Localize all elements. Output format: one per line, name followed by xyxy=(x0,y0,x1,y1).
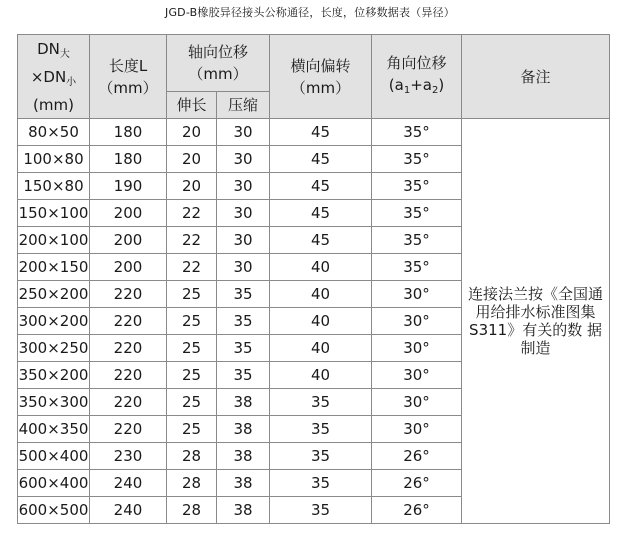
cell-lateral: 45 xyxy=(270,146,372,173)
cell-angular: 30° xyxy=(372,362,462,389)
cell-length: 190 xyxy=(90,173,167,200)
cell-length: 180 xyxy=(90,119,167,146)
cell-extension: 25 xyxy=(167,416,217,443)
cell-dn: 150×80 xyxy=(18,173,90,200)
cell-length: 220 xyxy=(90,335,167,362)
cell-compression: 30 xyxy=(217,227,270,254)
cell-extension: 25 xyxy=(167,335,217,362)
cell-lateral: 35 xyxy=(270,497,372,524)
remarks-note: 连接法兰按《全国通用给排水标准图集S311》有关的数 据制造 xyxy=(462,119,610,524)
cell-compression: 38 xyxy=(217,416,270,443)
spec-table xyxy=(17,34,610,524)
table-row xyxy=(18,119,610,146)
cell-compression: 30 xyxy=(217,200,270,227)
cell-length: 200 xyxy=(90,200,167,227)
cell-dn: 200×150 xyxy=(18,254,90,281)
cell-lateral: 35 xyxy=(270,443,372,470)
cell-compression: 38 xyxy=(217,497,270,524)
cell-lateral: 45 xyxy=(270,173,372,200)
cell-lateral: 45 xyxy=(270,119,372,146)
cell-compression: 35 xyxy=(217,308,270,335)
header-length: 长度L （mm） xyxy=(90,35,167,119)
cell-extension: 25 xyxy=(167,308,217,335)
cell-angular: 26° xyxy=(372,443,462,470)
header-dn: $DN_大$ $\times DN_小$ (mm) xyxy=(18,35,90,119)
cell-lateral: 40 xyxy=(270,308,372,335)
cell-compression: 38 xyxy=(217,470,270,497)
cell-angular: 26° xyxy=(372,497,462,524)
cell-compression: 35 xyxy=(217,281,270,308)
cell-extension: 25 xyxy=(167,389,217,416)
cell-angular: 30° xyxy=(372,335,462,362)
cell-length: 230 xyxy=(90,443,167,470)
table-caption: JGD-B橡胶异径接头公称通径，长度，位移数据表（异径） xyxy=(165,6,455,19)
cell-dn: 600×500 xyxy=(18,497,90,524)
cell-angular: 35° xyxy=(372,146,462,173)
cell-extension: 20 xyxy=(167,173,217,200)
cell-dn: 300×250 xyxy=(18,335,90,362)
cell-compression: 30 xyxy=(217,173,270,200)
cell-extension: 25 xyxy=(167,281,217,308)
header-axial-displacement: 轴向位移 （mm） xyxy=(167,35,270,92)
cell-length: 200 xyxy=(90,254,167,281)
cell-compression: 30 xyxy=(217,254,270,281)
cell-length: 220 xyxy=(90,362,167,389)
cell-extension: 25 xyxy=(167,362,217,389)
cell-extension: 22 xyxy=(167,200,217,227)
cell-angular: 30° xyxy=(372,416,462,443)
cell-angular: 35° xyxy=(372,173,462,200)
cell-angular: 35° xyxy=(372,119,462,146)
cell-lateral: 45 xyxy=(270,200,372,227)
cell-length: 220 xyxy=(90,389,167,416)
cell-extension: 22 xyxy=(167,254,217,281)
cell-dn: 80×50 xyxy=(18,119,90,146)
cell-extension: 20 xyxy=(167,119,217,146)
cell-compression: 38 xyxy=(217,389,270,416)
cell-dn: 400×350 xyxy=(18,416,90,443)
cell-angular: 30° xyxy=(372,389,462,416)
header-extension: 伸长 xyxy=(167,92,217,119)
cell-angular: 26° xyxy=(372,470,462,497)
cell-lateral: 35 xyxy=(270,470,372,497)
cell-dn: 350×300 xyxy=(18,389,90,416)
cell-length: 220 xyxy=(90,416,167,443)
cell-angular: 35° xyxy=(372,227,462,254)
cell-angular: 35° xyxy=(372,200,462,227)
cell-lateral: 40 xyxy=(270,362,372,389)
cell-lateral: 35 xyxy=(270,389,372,416)
cell-compression: 30 xyxy=(217,119,270,146)
header-lateral-deflection: 横向偏转 （mm） xyxy=(270,35,372,119)
cell-length: 240 xyxy=(90,470,167,497)
cell-dn: 300×200 xyxy=(18,308,90,335)
cell-length: 200 xyxy=(90,227,167,254)
cell-length: 240 xyxy=(90,497,167,524)
cell-length: 180 xyxy=(90,146,167,173)
header-compression: 压缩 xyxy=(217,92,270,119)
cell-angular: 30° xyxy=(372,308,462,335)
cell-dn: 100×80 xyxy=(18,146,90,173)
cell-lateral: 35 xyxy=(270,416,372,443)
cell-length: 220 xyxy=(90,281,167,308)
cell-extension: 28 xyxy=(167,497,217,524)
header-angular-displacement: 角向位移 $(a_1+a_2)$ xyxy=(372,35,462,119)
cell-dn: 350×200 xyxy=(18,362,90,389)
cell-lateral: 45 xyxy=(270,227,372,254)
cell-lateral: 40 xyxy=(270,335,372,362)
cell-extension: 28 xyxy=(167,470,217,497)
cell-compression: 35 xyxy=(217,362,270,389)
cell-angular: 35° xyxy=(372,254,462,281)
header-remarks: 备注 xyxy=(462,35,610,119)
cell-dn: 500×400 xyxy=(18,443,90,470)
cell-dn: 150×100 xyxy=(18,200,90,227)
cell-compression: 38 xyxy=(217,443,270,470)
cell-length: 220 xyxy=(90,308,167,335)
cell-dn: 600×400 xyxy=(18,470,90,497)
cell-lateral: 40 xyxy=(270,281,372,308)
table-body xyxy=(18,119,610,524)
cell-extension: 20 xyxy=(167,146,217,173)
cell-dn: 250×200 xyxy=(18,281,90,308)
cell-extension: 28 xyxy=(167,443,217,470)
cell-compression: 35 xyxy=(217,335,270,362)
cell-angular: 30° xyxy=(372,281,462,308)
cell-compression: 30 xyxy=(217,146,270,173)
cell-dn: 200×100 xyxy=(18,227,90,254)
cell-lateral: 40 xyxy=(270,254,372,281)
table-header xyxy=(18,35,610,119)
cell-extension: 22 xyxy=(167,227,217,254)
